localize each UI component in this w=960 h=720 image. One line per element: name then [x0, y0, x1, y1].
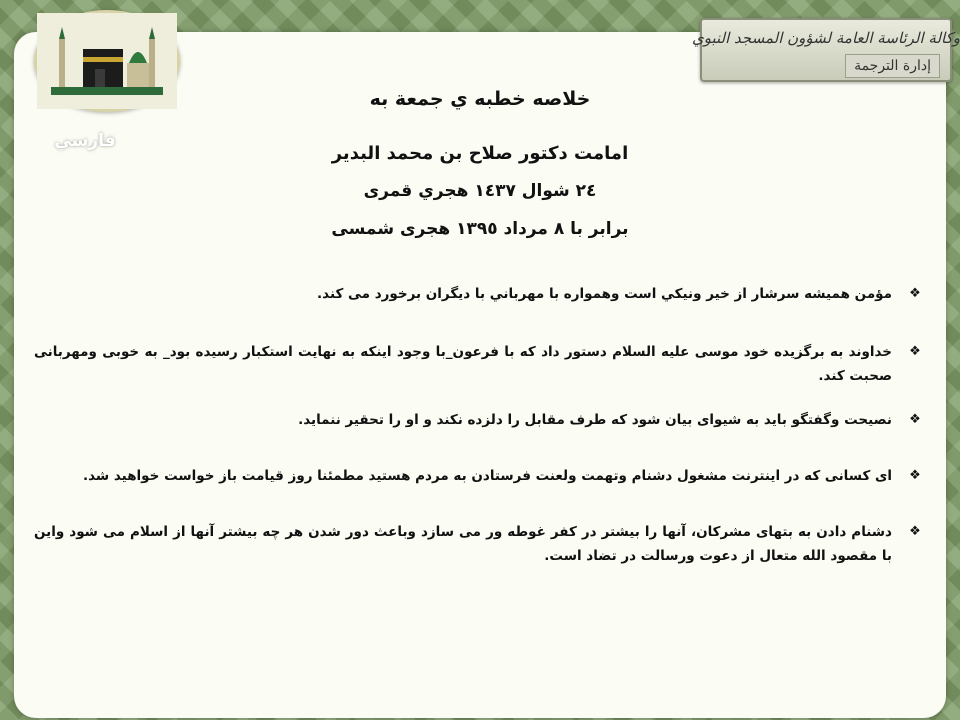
- list-item-text: دشنام دادن به بتهاى مشركان، آنها را بيشتر در كفر غوطه ور مى سازد وباعث دور شدن هر چه بيشتر آنها از اسلام مى شود واين با مقصود الله متعال از دعوت ورسالت در تضاد است.: [34, 524, 892, 564]
- list-item-text: اى كسانى كه در اينترنت مشغول دشنام وتهمت ولعنت فرستادن به مردم هستيد مطمئنا روز قيامت باز خواست خواهيد شد.: [82, 468, 892, 484]
- list-item: [34, 408, 928, 432]
- diamond-bullet-icon: ❖: [909, 524, 921, 539]
- banner-department: إدارة الترجمة: [845, 54, 940, 78]
- organization-banner-icon: [692, 18, 960, 82]
- list-item: [34, 520, 928, 568]
- hijri-date: ٢٤ شوال ١٤٣٧ هجري قمری: [363, 181, 597, 201]
- solar-date: برابر با ٨ مرداد ١٣٩٥ هجری شمسی: [331, 219, 629, 239]
- kaaba-mosque-emblem-icon: [34, 10, 180, 112]
- list-item: [34, 282, 928, 306]
- banner-org-name: وكالة الرئاسة العامة لشؤون المسجد النبوي: [692, 29, 960, 47]
- list-item-text: خداوند به برگزيده خود موسى عليه السلام دستور داد كه با فرعون_با وجود اينكه به نهايت استكبار رسيده بود_ به خوبى ومهربانى صحبت كند.: [34, 344, 892, 384]
- sermon-title: خلاصه خطبه ي جمعة به: [369, 88, 591, 110]
- summary-list: [34, 282, 928, 568]
- diamond-bullet-icon: ❖: [909, 286, 921, 301]
- imam-name: امامت دكتور صلاح بن محمد البدير: [331, 143, 629, 164]
- list-item: [34, 340, 928, 388]
- list-item-text: مؤمن هميشه سرشار از خير ونيكي است وهمواره با مهرباني با ديگران برخورد مى كند.: [317, 286, 892, 302]
- list-item-text: نصيحت وگفتگو بايد به شيواى بيان شود كه طرف مقابل را دلزده نكند و او را تحقير ننمايد.: [298, 412, 892, 428]
- diamond-bullet-icon: ❖: [909, 468, 921, 483]
- diamond-bullet-icon: ❖: [909, 412, 921, 427]
- language-label: فارسي: [54, 131, 116, 151]
- list-item: [34, 464, 928, 488]
- diamond-bullet-icon: ❖: [909, 344, 921, 359]
